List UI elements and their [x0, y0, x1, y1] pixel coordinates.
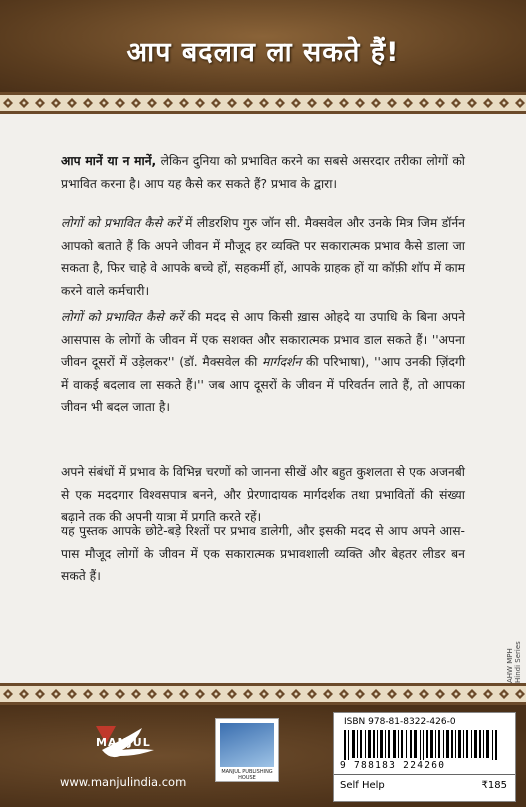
barcode-digits: 9 788183 224260: [340, 760, 446, 771]
bottom-border-pattern: [0, 683, 526, 705]
barcode-icon: [344, 730, 504, 760]
paragraph-1: [61, 150, 465, 195]
badge-image-icon: [220, 723, 274, 767]
paragraph-1-lead: आप मानें या न मानें,: [61, 154, 157, 168]
paragraph-3-book-title: लोगों को प्रभावित कैसे करें: [61, 310, 183, 324]
paragraph-3-text-b: की परिभाषा), ''आप उनकी ज़िंदगी में वाकई बदलाव ला सकते हैं।'' जब आप दूसरों के जीवन में परिवर्तन लाते हैं, तो आपका जीवन भी बदल जाता है।: [61, 355, 466, 414]
paragraph-3-text-a: की मदद से आप किसी ख़ास ओहदे या उपाधि के बिना अपने आसपास के लोगों के जीवन में एक सशक्त और सकारात्मक प्रभाव डाल सकते हैं। ''अपना जीवन दूसरों में उड़ेलकर'' (डॉ. मैक्सवेल की: [61, 310, 465, 369]
paragraph-2: [61, 212, 465, 302]
badge-text: MANJUL PUBLISHING HOUSE: [221, 769, 273, 781]
paragraph-5: यह पुस्तक आपके छोटे-बड़े रिश्तों पर प्रभाव डालेगी, और इसकी मदद से आप अपने आस-पास मौजूद लोगों के जीवन में एक सकारात्मक प्रभावशाली व्यक्ति और बेहतर लीडर बन सकते हैं।: [61, 524, 465, 583]
cover-title: आप बदलाव ला सकते हैं!: [126, 37, 400, 68]
bottom-ornamental-border: [0, 683, 526, 705]
top-ornamental-border: [0, 92, 526, 114]
header-band: [0, 0, 526, 92]
series-side-label: AHW MPH Hindi Series: [506, 641, 522, 683]
barcode-sticker: [333, 712, 516, 802]
paragraph-3-italic-term: मार्गदर्शन: [262, 355, 302, 369]
paragraph-4: अपने संबंधों में प्रभाव के विभिन्न चरणों को जानना सीखें और बहुत कुशलता से एक अजनबी से एक मददगार विश्वसपात्र बनने, और प्रेरणादायक मार्गदर्शक तथा प्रभावितों की संख्या बढ़ाने तक की अपनी यात्रा में प्रगति करते रहें।: [61, 465, 465, 524]
paragraph-3: [61, 306, 465, 419]
top-border-pattern: [0, 92, 526, 114]
book-price: ₹185: [481, 780, 507, 791]
publisher-website: www.manjulindia.com: [60, 775, 187, 789]
paragraph-1-text: लेकिन दुनिया को प्रभावित करने का सबसे असरदार तरीका लोगों को प्रभावित करना है। आप यह कैसे कर सकते हैं? प्रभाव के द्वारा।: [61, 154, 465, 191]
isbn-number: ISBN 978-81-8322-426-0: [344, 717, 456, 727]
paragraph-2-book-title: लोगों को प्रभावित कैसे करें: [61, 216, 181, 230]
description-panel: [0, 114, 526, 683]
publisher-badge: [215, 718, 279, 782]
publisher-logo-name: MANJUL: [96, 736, 151, 749]
book-category: Self Help: [340, 780, 385, 791]
paragraph-2-text: में लीडरशिप गुरु जॉन सी. मैक्सवेल और उनके मित्र जिम डॉर्नन आपको बताते हैं कि अपने जीवन में मौजूद हर व्यक्ति पर सकारात्मक प्रभाव कैसे डाला जा सकता है, फिर चाहे वे आपके बच्चे हों, सहकर्मी हों, आपके ग्राहक हों या कॉफ़ी शॉप में काम करने वाले कर्मचारी।: [61, 216, 466, 298]
barcode-divider: [334, 774, 515, 775]
